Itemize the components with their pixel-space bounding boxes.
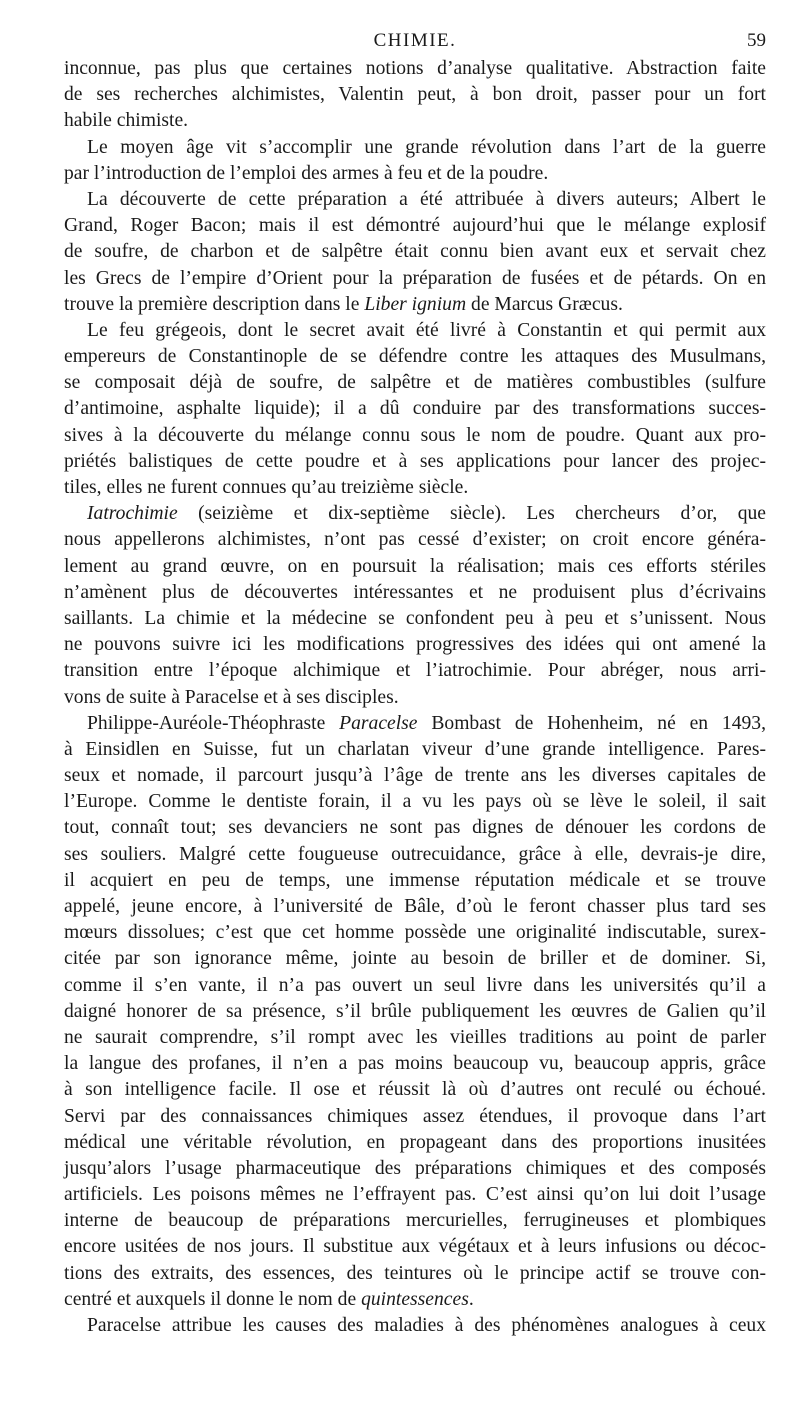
text-line bbox=[64, 292, 766, 318]
text-line: habile chimiste. bbox=[64, 110, 189, 132]
line-text: trouve la première description dans le bbox=[64, 293, 365, 315]
line-text: . bbox=[468, 1288, 474, 1310]
italic-term: Iatrochimie bbox=[87, 503, 178, 525]
text-line: se composait déjà de soufre, de salpêtre et de matières combustibles (sulfure bbox=[64, 372, 766, 394]
text-line: comme il s’en vante, il n’a pas ouvert un seul livre dans les universités qu’il a bbox=[64, 974, 766, 996]
text-line: inconnue, pas plus que certaines notions d’analyse qualitative. Abstraction faite bbox=[64, 58, 766, 79]
text-line: ne saurait comprendre, s’il rompt avec les vieilles traditions au point de parler bbox=[64, 1026, 766, 1048]
text-line: mœurs dissolues; c’est que cet homme possède une originalité indiscutable, surex- bbox=[64, 922, 766, 944]
line-text: Philippe-Auréole-Théophraste bbox=[87, 712, 340, 734]
text-line: à son intelligence facile. Il ose et réussit là où d’autres ont reculé ou échoué. bbox=[64, 1079, 766, 1101]
text-line bbox=[64, 711, 766, 737]
text-line: citée par son ignorance même, jointe au besoin de briller et de dominer. Si, bbox=[64, 948, 766, 970]
text-line: encore usitées de nos jours. Il substitue aux végétaux et à leurs infusions ou décoc- bbox=[64, 1236, 766, 1258]
text-line: la langue des profanes, il n’en a pas moins beaucoup vu, beaucoup appris, grâce bbox=[64, 1053, 766, 1075]
body-text bbox=[64, 56, 766, 1339]
text-line: les Grecs de l’empire d’Orient pour la préparation de fusées et de pétards. On en bbox=[64, 267, 766, 289]
italic-term: quintessences bbox=[361, 1288, 469, 1310]
text-line: tout, connaît tout; ses devanciers ne sont pas dignes de dénouer les cordons de bbox=[64, 817, 766, 839]
text-line: tions des extraits, des essences, des teintures où le principe actif se trouve con- bbox=[64, 1262, 766, 1284]
text-line: nous appellerons alchimistes, n’ont pas cessé d’exister; on croit encore généra- bbox=[64, 529, 766, 551]
text-line: par l’introduction de l’emploi des armes à feu et de la poudre. bbox=[64, 162, 549, 184]
text-line: appelé, jeune encore, à l’université de Bâle, d’où le feront chasser plus tard ses bbox=[64, 896, 766, 917]
text-line: sives à la découverte du mélange connu sous le nom de poudre. Quant aux pro- bbox=[64, 424, 766, 446]
italic-term: Liber ignium bbox=[364, 293, 467, 315]
text-line: ses souliers. Malgré cette fougueuse outrecuidance, grâce à elle, devrais-je dire, bbox=[64, 843, 766, 865]
text-line: vons de suite à Paracelse et à ses disciples. bbox=[64, 686, 399, 708]
text-line: Le moyen âge vit s’accomplir une grande révolution dans l’art de la guerre bbox=[87, 136, 766, 158]
line-text: (seizième et dix-septième siècle). Les chercheurs d’or, que bbox=[177, 503, 766, 525]
line-text: Bombast de Hohenheim, né en 1493, bbox=[417, 712, 766, 734]
line-text: de Marcus Græcus. bbox=[466, 293, 623, 315]
text-line: empereurs de Constantinople de se défendre contre les attaques des Musulmans, bbox=[64, 346, 766, 368]
text-line: Grand, Roger Bacon; mais il est démontré aujourd’hui que le mélange explosif bbox=[64, 215, 766, 237]
text-line: lement au grand œuvre, on en poursuit la réalisation; mais ces efforts stériles bbox=[64, 555, 766, 577]
page-number: 59 bbox=[747, 30, 766, 51]
text-line: jusqu’alors l’usage pharmaceutique des préparations chimiques et des composés bbox=[64, 1157, 766, 1179]
line-text: centré et auxquels il donne le nom de bbox=[64, 1288, 362, 1310]
text-line: Paracelse attribue les causes des maladies à des phénomènes analogues à ceux bbox=[87, 1315, 766, 1336]
text-line: de soufre, de charbon et de salpêtre était connu bien avant eux et servait chez bbox=[64, 241, 766, 263]
text-line bbox=[64, 1287, 766, 1313]
running-title: CHIMIE. bbox=[373, 30, 457, 51]
text-line: ne pouvons suivre ici les modifications progressives des idées qui ont amené la bbox=[64, 634, 766, 656]
text-line: Le feu grégeois, dont le secret avait été livré à Constantin et qui permit aux bbox=[87, 319, 766, 341]
text-line: de ses recherches alchimistes, Valentin peut, à bon droit, passer pour un fort bbox=[64, 84, 766, 106]
text-line: Servi par des connaissances chimiques assez étendues, il provoque dans l’art bbox=[64, 1105, 766, 1127]
text-line: priétés balistiques de cette poudre et à ses applications pour lancer des projec- bbox=[64, 450, 766, 472]
text-line: daigné honorer de sa présence, s’il brûle publiquement les œuvres de Galien qu’il bbox=[64, 1000, 766, 1022]
text-line: l’Europe. Comme le dentiste forain, il a vu les pays où se lève le soleil, il sait bbox=[64, 791, 766, 813]
text-line: artificiels. Les poisons mêmes ne l’effrayent pas. C’est ainsi qu’on lui doit l’usage bbox=[64, 1184, 766, 1206]
page-header bbox=[64, 30, 766, 56]
text-line: seux et nomade, il parcourt jusqu’à l’âge de trente ans les diverses capitales de bbox=[64, 765, 766, 787]
text-line: il acquiert en peu de temps, une immense réputation médicale et se trouve bbox=[64, 869, 766, 891]
text-line bbox=[64, 501, 766, 527]
text-line: saillants. La chimie et la médecine se confondent peu à peu et s’unissent. Nous bbox=[64, 607, 766, 629]
text-line: médical une véritable révolution, en propageant dans des proportions inusitées bbox=[64, 1131, 766, 1153]
text-line: La découverte de cette préparation a été attribuée à divers auteurs; Albert le bbox=[87, 188, 766, 210]
text-line: interne de beaucoup de préparations mercurielles, ferrugineuses et plombiques bbox=[64, 1210, 766, 1232]
italic-term: Paracelse bbox=[339, 712, 418, 734]
text-line: d’antimoine, asphalte liquide); il a dû conduire par des transformations succes- bbox=[64, 398, 766, 420]
text-line: n’amènent plus de découvertes intéressantes et ne produisent plus d’écrivains bbox=[64, 581, 766, 603]
text-line: tiles, elles ne furent connues qu’au treizième siècle. bbox=[64, 477, 469, 498]
text-line: à Einsidlen en Suisse, fut un charlatan viveur d’une grande intelligence. Pares- bbox=[64, 738, 766, 760]
text-line: transition entre l’époque alchimique et l’iatrochimie. Pour abréger, nous arri- bbox=[64, 660, 766, 682]
